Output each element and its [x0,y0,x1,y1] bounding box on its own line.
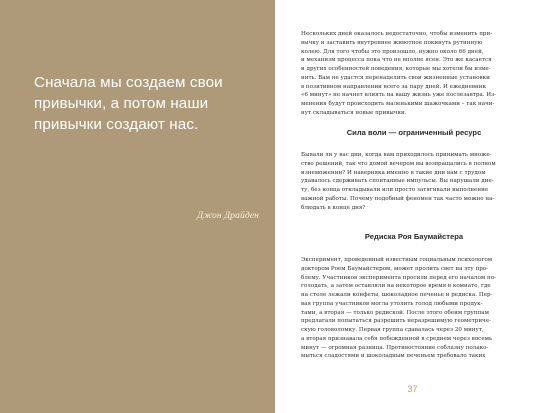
text-line: Нескольких дней оказалось недостаточно, чтобы изменить при- [301,31,493,37]
epigraph-line: привычки создают нас. [34,116,199,133]
text-line: менения будут происходить маленькими шажочками – так начи- [301,101,495,107]
text-line: ство решений, так что домой вечером вы возвращались в полном [301,160,496,167]
paragraph-experiment [301,256,527,361]
epigraph-line: Сначала мы создаем свои [34,74,223,91]
text-line: голодать, а затем оставляли на некоторое время в комнате, где [301,283,491,290]
epigraph-line: привычки, а потом наши [34,95,209,112]
text-line: «6 минут» не начнет влиять на вашу жизнь уже послезавтра. Из- [301,92,497,99]
text-line: минут — огромная разница. Противостояние соблазну полако- [301,344,489,351]
text-line: колею. Для того чтобы это произошло, нужно около 66 дней, [301,48,484,55]
epigraph-author: Джон Драйден [197,211,259,221]
text-line: тами, а вторая — только редиской. После этого обеим группам [301,309,489,316]
text-line: ту, без конца откладывали или просто затягивали выполнение [301,187,489,193]
text-line: и механизм процесса пока что не вполне ясен. Это же касается [301,57,492,64]
text-line: блему. Участников эксперимента просили перед его началом по- [301,274,496,281]
text-line: вычку и заставить внутреннее животное покинуть рутинную [301,39,483,46]
text-page [275,0,550,413]
section-heading: Редиска Роя Баумайстера [364,232,464,241]
text-line: удавалось сдерживать спонтанные импульсы. Вы нарушали дие- [301,178,494,185]
text-line: Бывали ли у вас дни, когда вам приходилось принимать множе- [301,152,492,158]
section-heading: Сила воли — ограниченный ресурс [346,128,482,137]
text-line: важной работы. Почему подобный феномен так часто можно на- [301,195,495,202]
text-line: вая группа участников могла утолить голод любыми продук- [301,300,483,307]
text-line: изнеможении? И наверняка именно в такие дни вам с трудом [301,169,486,176]
paragraph-intro [301,30,527,118]
text-line: блюдать в конце дня? [301,204,366,211]
epigraph [34,72,259,221]
text-line: в позитивном направлении всего за пару дней. И ежедневник [301,83,487,90]
text-line: скую головоломку. Первая группа сдавалась через 20 минут, [301,327,484,333]
paragraph-willpower [301,151,527,212]
text-line: Эксперимент, проведенный известным социальным психологом [301,257,493,263]
text-line: на столе лежали конфеты, шоколадное печенье и редиска. Пер- [301,292,493,298]
text-line: предлагали попытаться разрешить неразрешимую геометриче- [301,318,491,325]
text-line: а вторая признавала себя побежденной в среднем через восемь [301,335,493,342]
text-line: нут складываться новые привычки. [301,109,407,116]
text-line: и других особенностей поведения, которые мы хотели бы изме- [301,66,491,72]
text-line: доктором Роем Баумайстером, может пролить свет на эту про- [301,265,489,272]
page-number: 37 [407,384,418,394]
text-line: мыться сладостями и шоколадным печеньем требовало таких [301,353,486,360]
text-line: нить. Вам не удастся перенацелить свои жизненные установки [301,74,490,81]
